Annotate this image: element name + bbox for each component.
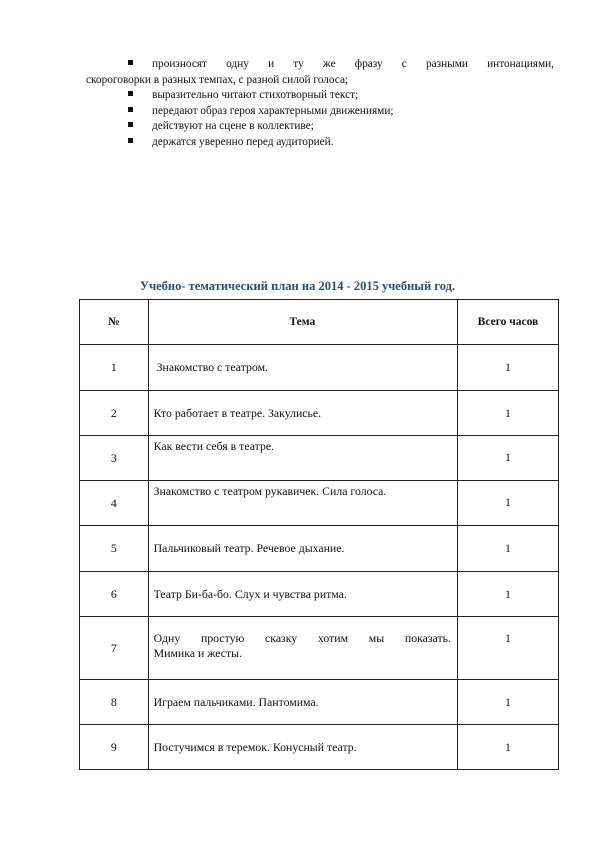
square-bullet-icon: [128, 122, 133, 127]
row-topic: Театр Би-ба-бо. Слух и чувства ритма.: [148, 572, 457, 617]
row-number: 8: [80, 680, 149, 725]
bullet-text: произносят одну и ту же фразу с разными интонациями,: [152, 58, 554, 70]
row-hours: 1: [457, 481, 558, 526]
row-number: 7: [80, 617, 149, 680]
bullet-item: [86, 88, 554, 104]
row-hours: 1: [457, 391, 558, 436]
table-row: [80, 345, 559, 391]
header-hours: Всего часов: [457, 300, 558, 345]
row-topic-line: Одну простую сказку хотим мы показать.: [153, 631, 451, 645]
row-number: 3: [80, 436, 149, 481]
table-row: [80, 572, 559, 617]
row-hours: 1: [457, 345, 558, 391]
bullet-item: [86, 135, 554, 151]
row-topic: Знакомство с театром.: [148, 345, 457, 391]
table-row: [80, 725, 559, 770]
row-number: 1: [80, 345, 149, 391]
row-hours: 1: [457, 725, 558, 770]
row-hours: 1: [457, 526, 558, 572]
table-row: [80, 680, 559, 725]
row-hours: 1: [457, 617, 558, 680]
table-row: [80, 617, 559, 680]
bullet-item: [86, 119, 554, 135]
row-topic-line: Мимика и жесты.: [153, 646, 243, 660]
row-number: 5: [80, 526, 149, 572]
bullet-text: держатся уверенно перед аудиторией.: [152, 135, 334, 148]
square-bullet-icon: [128, 138, 133, 143]
row-topic: Играем пальчиками. Пантомима.: [148, 680, 457, 725]
bullet-text: передают образ героя характерными движениями;: [152, 104, 394, 117]
table-header-row: [80, 300, 559, 345]
thematic-plan-table: [79, 299, 559, 770]
header-topic: Тема: [148, 300, 457, 345]
row-topic: Постучимся в теремок. Конусный театр.: [148, 725, 457, 770]
bullet-text: выразительно читают стихотворный текст;: [152, 89, 359, 101]
square-bullet-icon: [128, 91, 133, 96]
bullet-text: действуют на сцене в коллективе;: [152, 120, 314, 132]
row-topic: Как вести себя в театре.: [148, 436, 457, 481]
row-topic: Кто работает в театре. Закулисье.: [148, 391, 457, 436]
row-topic: Знакомство с театром рукавичек. Сила голоса.: [148, 481, 457, 526]
square-bullet-icon: [128, 107, 133, 112]
table-row: [80, 391, 559, 436]
table-caption: Учебно- тематический план на 2014 - 2015 учебный год.: [139, 279, 456, 293]
row-number: 6: [80, 572, 149, 617]
bullet-item-continuation: скороговорки в разных темпах, с разной силой голоса;: [86, 73, 349, 86]
row-hours: 1: [457, 572, 558, 617]
skills-bullet-list: [86, 57, 554, 150]
row-topic: [148, 617, 457, 680]
row-topic: Пальчиковый театр. Речевое дыхание.: [148, 526, 457, 572]
header-number: №: [80, 300, 149, 345]
square-bullet-icon: [128, 60, 133, 65]
table-row: [80, 481, 559, 526]
bullet-item: [86, 57, 554, 73]
row-number: 2: [80, 391, 149, 436]
bullet-item: [86, 104, 554, 120]
table-row: [80, 436, 559, 481]
row-hours: 1: [457, 680, 558, 725]
table-row: [80, 526, 559, 572]
row-hours: 1: [457, 436, 558, 481]
row-number: 4: [80, 481, 149, 526]
row-number: 9: [80, 725, 149, 770]
